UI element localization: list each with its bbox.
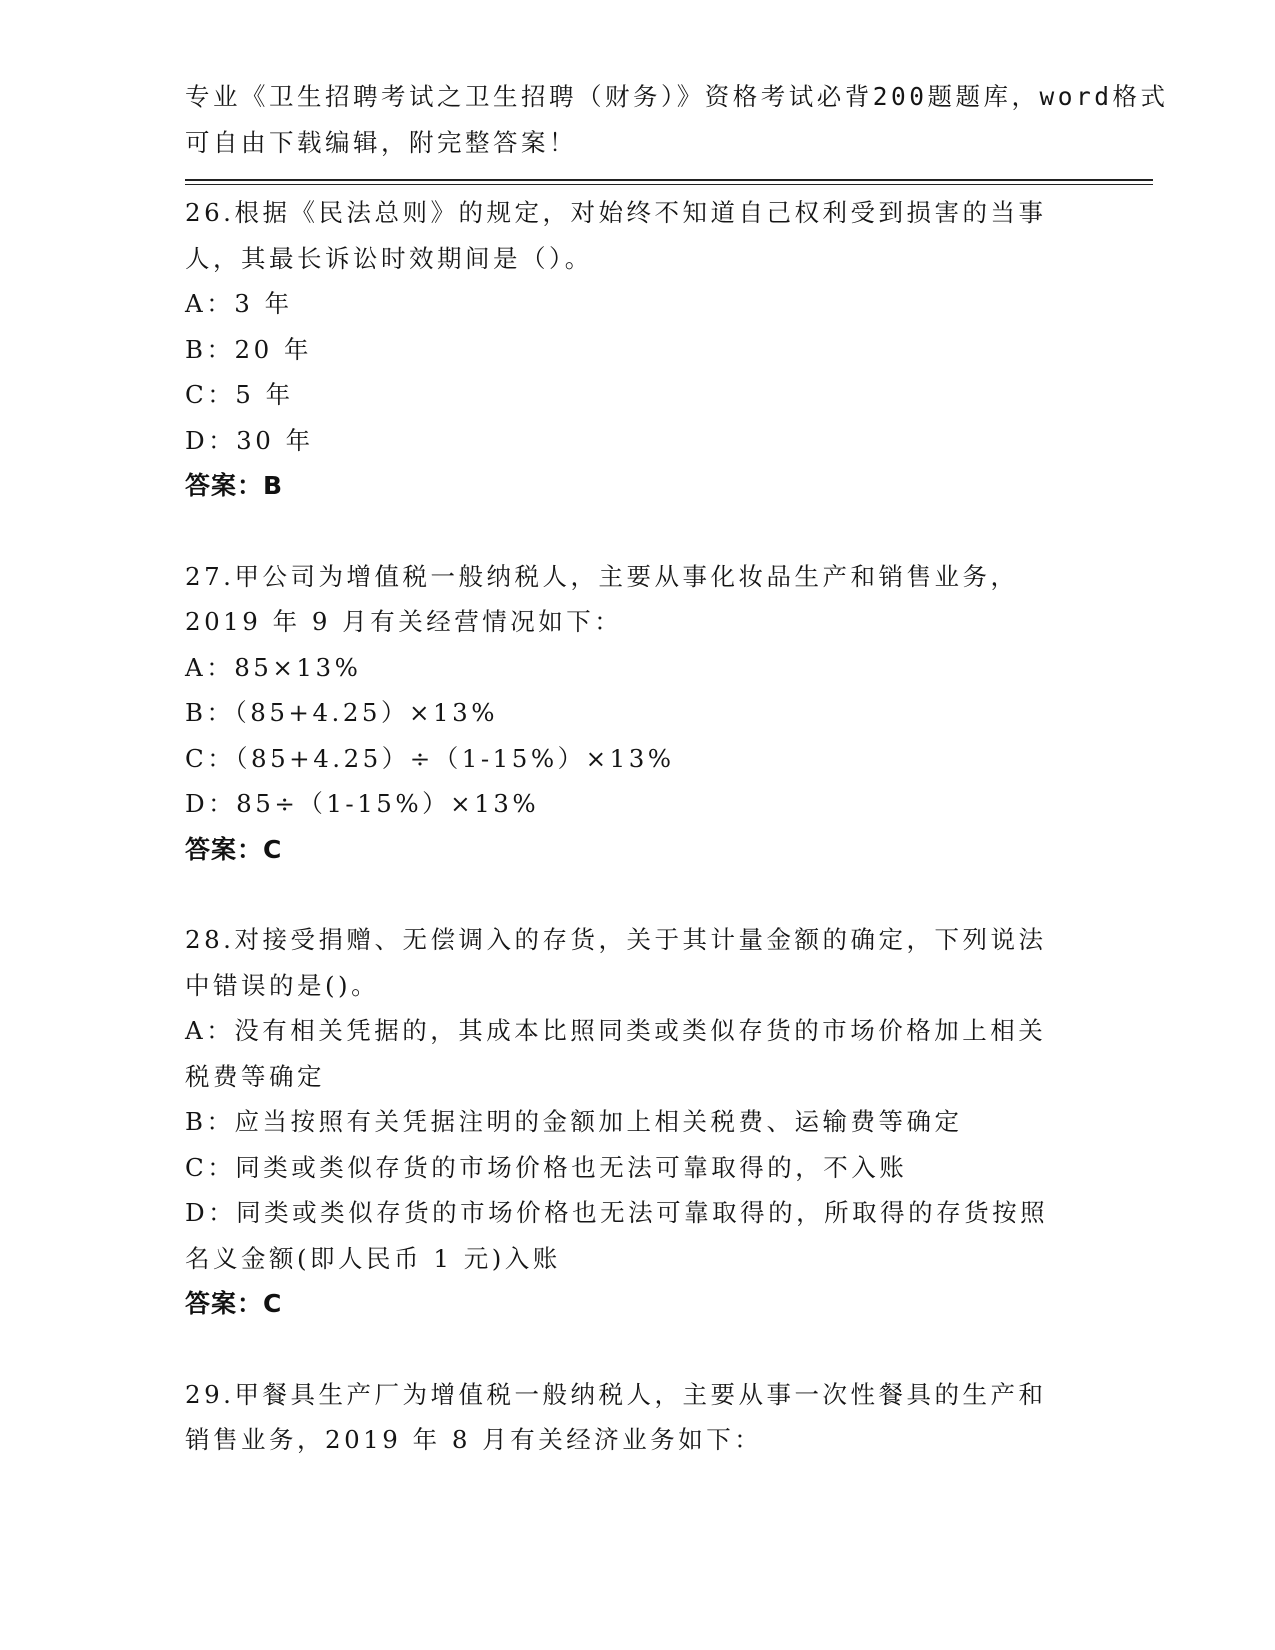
option-a-continuation: 税费等确定 (185, 1061, 325, 1091)
question-stem-line: 26.根据《民法总则》的规定，对始终不知道自己权利受到损害的当事 (185, 198, 1047, 227)
question-stem-line: 销售业务，2019 年 8 月有关经济业务如下： (185, 1425, 763, 1454)
option-d-continuation: 名义金额(即人民币 1 元)入账 (185, 1243, 561, 1273)
option-c: C：同类或类似存货的市场价格也无法可靠取得的，不入账 (185, 1152, 908, 1182)
answer-line: 答案：C (185, 834, 283, 864)
option-d: D：30 年 (185, 425, 314, 455)
document-header (185, 74, 1169, 165)
question-stem-line: 29.甲餐具生产厂为增值税一般纳税人，主要从事一次性餐具的生产和 (185, 1379, 1047, 1409)
option-d: D：同类或类似存货的市场价格也无法可靠取得的，所取得的存货按照 (185, 1198, 1049, 1227)
option-c: C：5 年 (185, 380, 294, 409)
question-stem-line: 人，其最长诉讼时效期间是（）。 (185, 243, 593, 273)
question-list (185, 190, 1085, 1508)
header-divider (185, 184, 1153, 185)
question-stem-line: 中错误的是()。 (185, 970, 380, 1000)
header-line: 专业《卫生招聘考试之卫生招聘（财务）》资格考试必背200题题库，word格式 (185, 82, 1169, 111)
question-block (185, 917, 1085, 1327)
question-stem-line: 27.甲公司为增值税一般纳税人，主要从事化妆品生产和销售业务， (185, 561, 1019, 591)
question-block (185, 190, 1085, 509)
option-d: D：85÷（1-15%）×13% (185, 789, 540, 818)
option-a: A：没有相关凭据的，其成本比照同类或类似存货的市场价格加上相关 (185, 1016, 1047, 1045)
header-line: 可自由下载编辑，附完整答案！ (185, 127, 577, 157)
question-block (185, 1372, 1085, 1463)
header-divider (185, 179, 1153, 181)
option-a: A：3 年 (185, 289, 293, 318)
option-b: B：应当按照有关凭据注明的金额加上相关税费、运输费等确定 (185, 1107, 963, 1136)
question-stem-line: 2019 年 9 月有关经营情况如下： (185, 607, 623, 636)
answer-line: 答案：B (185, 471, 284, 500)
option-b: B：20 年 (185, 334, 312, 364)
question-block (185, 554, 1085, 873)
answer-line: 答案：C (185, 1289, 283, 1318)
option-b: B：（85+4.25）×13% (185, 698, 498, 727)
option-a: A：85×13% (185, 652, 362, 682)
question-stem-line: 28.对接受捐赠、无偿调入的存货，关于其计量金额的确定，下列说法 (185, 925, 1047, 954)
option-c: C：（85+4.25）÷（1-15%）×13% (185, 743, 675, 773)
